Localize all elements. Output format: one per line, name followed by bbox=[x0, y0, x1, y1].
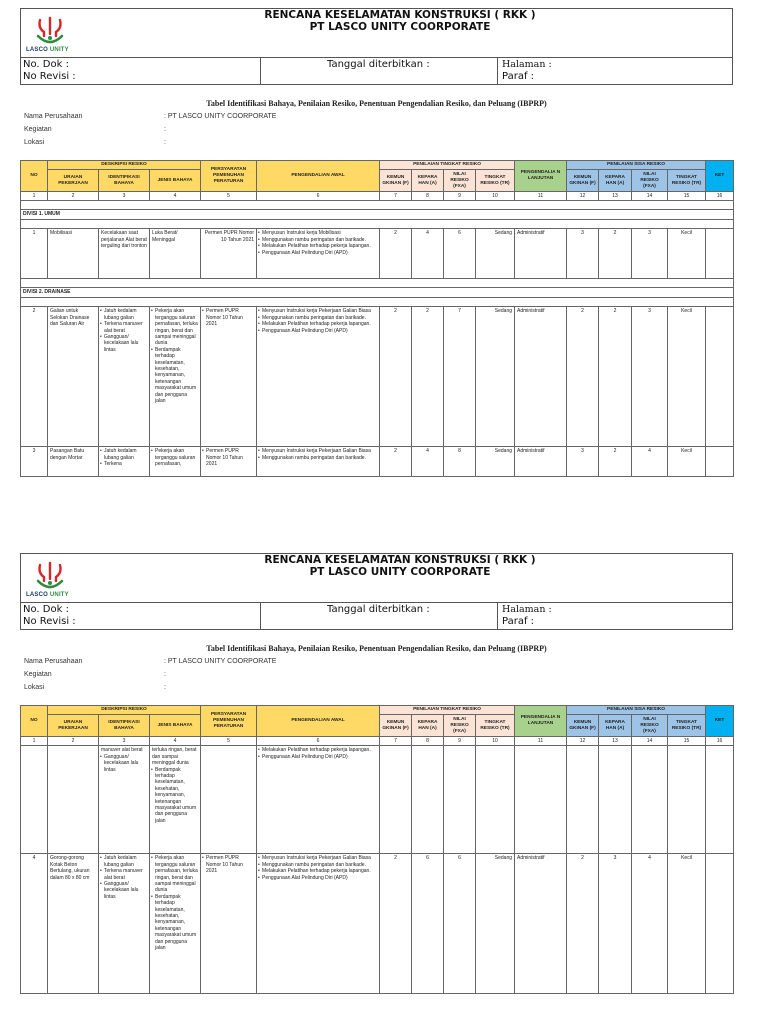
col-sisa-nilai: NILAI RESIKO (FXA) bbox=[632, 715, 668, 737]
col-penilaian-tingkat: PENILAIAN TINGKAT RESIKO bbox=[380, 706, 515, 715]
tanggal-label: Tanggal diterbitkan : bbox=[327, 59, 430, 70]
document-header bbox=[20, 553, 733, 630]
paraf-label: Paraf : bbox=[502, 616, 535, 627]
col-persyaratan: PERSYARATAN PEMENUHAN PERATURAN bbox=[201, 706, 257, 737]
col-no: NO bbox=[21, 706, 48, 737]
table-title: Tabel Identifikasi Bahaya, Penilaian Resiko, Penentuan Pengendalian Resiko, dan Peluang (IBPRP) bbox=[206, 644, 547, 653]
title-line-2: PT LASCO UNITY COORPORATE bbox=[309, 566, 491, 578]
column-number-row: 1 2 3 4 5 6 7 8 9 10 11 12 13 14 15 16 bbox=[21, 192, 734, 201]
col-sisa-kemungkinan: KEMUN GKINAN (F) bbox=[567, 715, 599, 737]
col-tingkat: TINGKAT RESIKO (TR) bbox=[476, 170, 515, 192]
col-deskripsi: DESKRIPSI RESIKO bbox=[48, 161, 201, 170]
document-page-2 bbox=[20, 553, 733, 1008]
ibprp-table bbox=[20, 705, 734, 994]
table-row: 1 Mobilisasi Kecelakaan saat perjalanan Alat berat terguling dari tronton Luka Berat/ Meninggal Permen PUPR Nomor 10 Tahun 2021 • Menyusun Instruksi kerja Mobilisasi • Menggunakan rambu peringatan dan barikade. • Melakukan Pelatihan terhadap pekerja lapangan. • Penggunaan Alat Pelindung Diri (APD) 2 4 6 Sedang Administratif 3 2 3 Kecil bbox=[21, 229, 734, 279]
col-penilaian-tingkat: PENILAIAN TINGKAT RESIKO bbox=[380, 161, 515, 170]
col-tingkat: TINGKAT RESIKO (TR) bbox=[476, 715, 515, 737]
col-kemungkinan: KEMUN GKINAN (F) bbox=[380, 715, 412, 737]
col-identifikasi: IDENTIFIKASI BAHAYA bbox=[99, 170, 150, 192]
tanggal-label: Tanggal diterbitkan : bbox=[327, 604, 430, 615]
info-kegiatan: Kegiatan : bbox=[24, 126, 166, 133]
col-jenis: JENIS BAHAYA bbox=[150, 715, 201, 737]
no-dok-label: No. Dok : bbox=[23, 59, 69, 70]
table-title: Tabel Identifikasi Bahaya, Penilaian Resiko, Penentuan Pengendalian Resiko, dan Peluang (IBPRP) bbox=[206, 99, 547, 108]
document-header bbox=[20, 8, 733, 85]
col-penilaian-sisa: PENILAIAN SISA RESIKO bbox=[567, 161, 706, 170]
col-sisa-keparahan: KEPARA HAN (A) bbox=[599, 715, 632, 737]
col-sisa-tingkat: TINGKAT RESIKO (TR) bbox=[668, 170, 706, 192]
info-nama: Nama Perusahaan : PT LASCO UNITY COORPORATE bbox=[24, 658, 277, 665]
col-identifikasi: IDENTIFIKASI BAHAYA bbox=[99, 715, 150, 737]
no-dok-label: No. Dok : bbox=[23, 604, 69, 615]
no-revisi-label: No Revisi : bbox=[23, 616, 76, 627]
logo-wordmark: LASCO UNITY bbox=[26, 47, 69, 53]
document-title bbox=[250, 9, 550, 33]
col-pengendalian-lanjutan: PENGENDALIA N LANJUTAN bbox=[515, 161, 567, 192]
col-sisa-kemungkinan: KEMUN GKINAN (F) bbox=[567, 170, 599, 192]
title-line-2: PT LASCO UNITY COORPORATE bbox=[309, 21, 491, 33]
col-penilaian-sisa: PENILAIAN SISA RESIKO bbox=[567, 706, 706, 715]
column-number-row: 1 2 3 4 5 6 7 8 9 10 11 12 13 14 15 16 bbox=[21, 737, 734, 746]
info-lokasi: Lokasi : bbox=[24, 684, 166, 691]
info-kegiatan: Kegiatan : bbox=[24, 671, 166, 678]
col-jenis: JENIS BAHAYA bbox=[150, 170, 201, 192]
col-persyaratan: PERSYARATAN PEMENUHAN PERATURAN bbox=[201, 161, 257, 192]
title-line-1: RENCANA KESELAMATAN KONSTRUKSI ( RKK ) bbox=[264, 9, 536, 21]
ibprp-table bbox=[20, 160, 734, 477]
logo-wordmark: LASCO UNITY bbox=[26, 592, 69, 598]
col-pengendalian-awal: PENGENDALIAN AWAL bbox=[257, 161, 380, 192]
table-row: 2 Galian untuk Selokan Drainase dan Saluran Air • Jatuh kedalam lubang galian • Terkena manuver alat berat • Gangguan/ kecelakaan lalu lintas • Pekerja akan terganggu saluran pernafasan, terluka ringan, berat dan sampai meninggal dunia • Berdampak terhadap keselamatan, kesehatan, kenyamanan, ketenangan masyarakat umum dan pengguna jalan • Permen PUPR Nomor 10 Tahun 2021 • Menyusun Instruksi kerja Pekerjaan Galian Biasa • Menggunakan rambu peringatan dan barikade. • Melakukan Pelatihan terhadap pekerja lapangan. • Penggunaan Alat Pelindung Diri (APD) 2 2 7 Sedang Administratif 2 2 3 Kecil bbox=[21, 307, 734, 447]
paraf-label: Paraf : bbox=[502, 71, 535, 82]
col-keparahan: KEPARA HAN (A) bbox=[412, 170, 444, 192]
col-ket: KET bbox=[706, 161, 734, 192]
col-keparahan: KEPARA HAN (A) bbox=[412, 715, 444, 737]
col-pengendalian-awal: PENGENDALIAN AWAL bbox=[257, 706, 380, 737]
meta-cell-halaman bbox=[498, 58, 734, 85]
col-sisa-tingkat: TINGKAT RESIKO (TR) bbox=[668, 715, 706, 737]
col-uraian: URAIAN PEKERJAAN bbox=[48, 170, 99, 192]
table-row-continued: manuver alat berat • Gangguan/ kecelakaan lalu lintas terluka ringan, berat dan sampai meninggal dunia • Berdampak terhadap keselamatan, kesehatan, kenyamanan, ketenangan masyarakat umum dan pengguna jalan • Melakukan Pelatihan terhadap pekerja lapangan. • Penggunaan Alat Pelindung Diri (APD) bbox=[21, 746, 734, 854]
info-nama: Nama Perusahaan : PT LASCO UNITY COORPORATE bbox=[24, 113, 277, 120]
info-lokasi: Lokasi : bbox=[24, 139, 166, 146]
col-no: NO bbox=[21, 161, 48, 192]
col-deskripsi: DESKRIPSI RESIKO bbox=[48, 706, 201, 715]
division-row-2: DIVISI 2. DRAINASE bbox=[21, 288, 734, 298]
document-page-1 bbox=[20, 8, 733, 468]
table-row: 3 Pasangan Batu dengan Mortar • Jatuh kedalam lubang galian • Terkena • Pekerja akan terganggu saluran pernafasan, • Permen PUPR Nomor 10 Tahun 2021 • Menyusun Instruksi kerja Pekerjaan Galian Biasa • Menggunakan rambu peringatan dan barikade. 2 4 8 Sedang Administratif 3 2 4 Kecil bbox=[21, 447, 734, 477]
col-nilai: NILAI RESIKO (FXA) bbox=[444, 170, 476, 192]
meta-cell-halaman bbox=[498, 603, 734, 630]
table-row: 4 Gorong-gorong Kotak Beton Bertulang, ukuran dalam 80 x 80 cm • Jatuh kedalam lubang galian • Terkena manuver alat berat • Gangguan/ kecelakaan lalu lintas • Pekerja akan terganggu saluran pernafasan, terluka ringan, berat dan sampai meninggal dunia • Berdampak terhadap keselamatan, kesehatan, kenyamanan, ketenangan masyarakat umum dan pengguna jalan • Permen PUPR Nomor 10 Tahun 2021 • Menyusun Instruksi kerja Pekerjaan Galian Biasa • Menggunakan rambu peringatan dan barikade. • Melakukan Pelatihan terhadap pekerja lapangan. • Penggunaan Alat Pelindung Diri (APD) 2 6 6 Sedang Administratif 2 3 4 Kecil bbox=[21, 854, 734, 994]
meta-row bbox=[20, 603, 733, 630]
meta-cell-dok bbox=[21, 58, 261, 85]
col-ket: KET bbox=[706, 706, 734, 737]
meta-cell-dok bbox=[21, 603, 261, 630]
col-uraian: URAIAN PEKERJAAN bbox=[48, 715, 99, 737]
col-sisa-nilai: NILAI RESIKO (FXA) bbox=[632, 170, 668, 192]
col-nilai: NILAI RESIKO (FXA) bbox=[444, 715, 476, 737]
halaman-label: Halaman : bbox=[502, 604, 552, 615]
document-title bbox=[250, 554, 550, 578]
meta-cell-tanggal bbox=[261, 603, 498, 630]
col-pengendalian-lanjutan: PENGENDALIA N LANJUTAN bbox=[515, 706, 567, 737]
no-revisi-label: No Revisi : bbox=[23, 71, 76, 82]
meta-cell-tanggal bbox=[261, 58, 498, 85]
halaman-label: Halaman : bbox=[502, 59, 552, 70]
meta-row bbox=[20, 58, 733, 85]
division-row-1: DIVISI 1. UMUM bbox=[21, 210, 734, 220]
col-kemungkinan: KEMUN GKINAN (F) bbox=[380, 170, 412, 192]
col-sisa-keparahan: KEPARA HAN (A) bbox=[599, 170, 632, 192]
title-line-1: RENCANA KESELAMATAN KONSTRUKSI ( RKK ) bbox=[264, 554, 536, 566]
